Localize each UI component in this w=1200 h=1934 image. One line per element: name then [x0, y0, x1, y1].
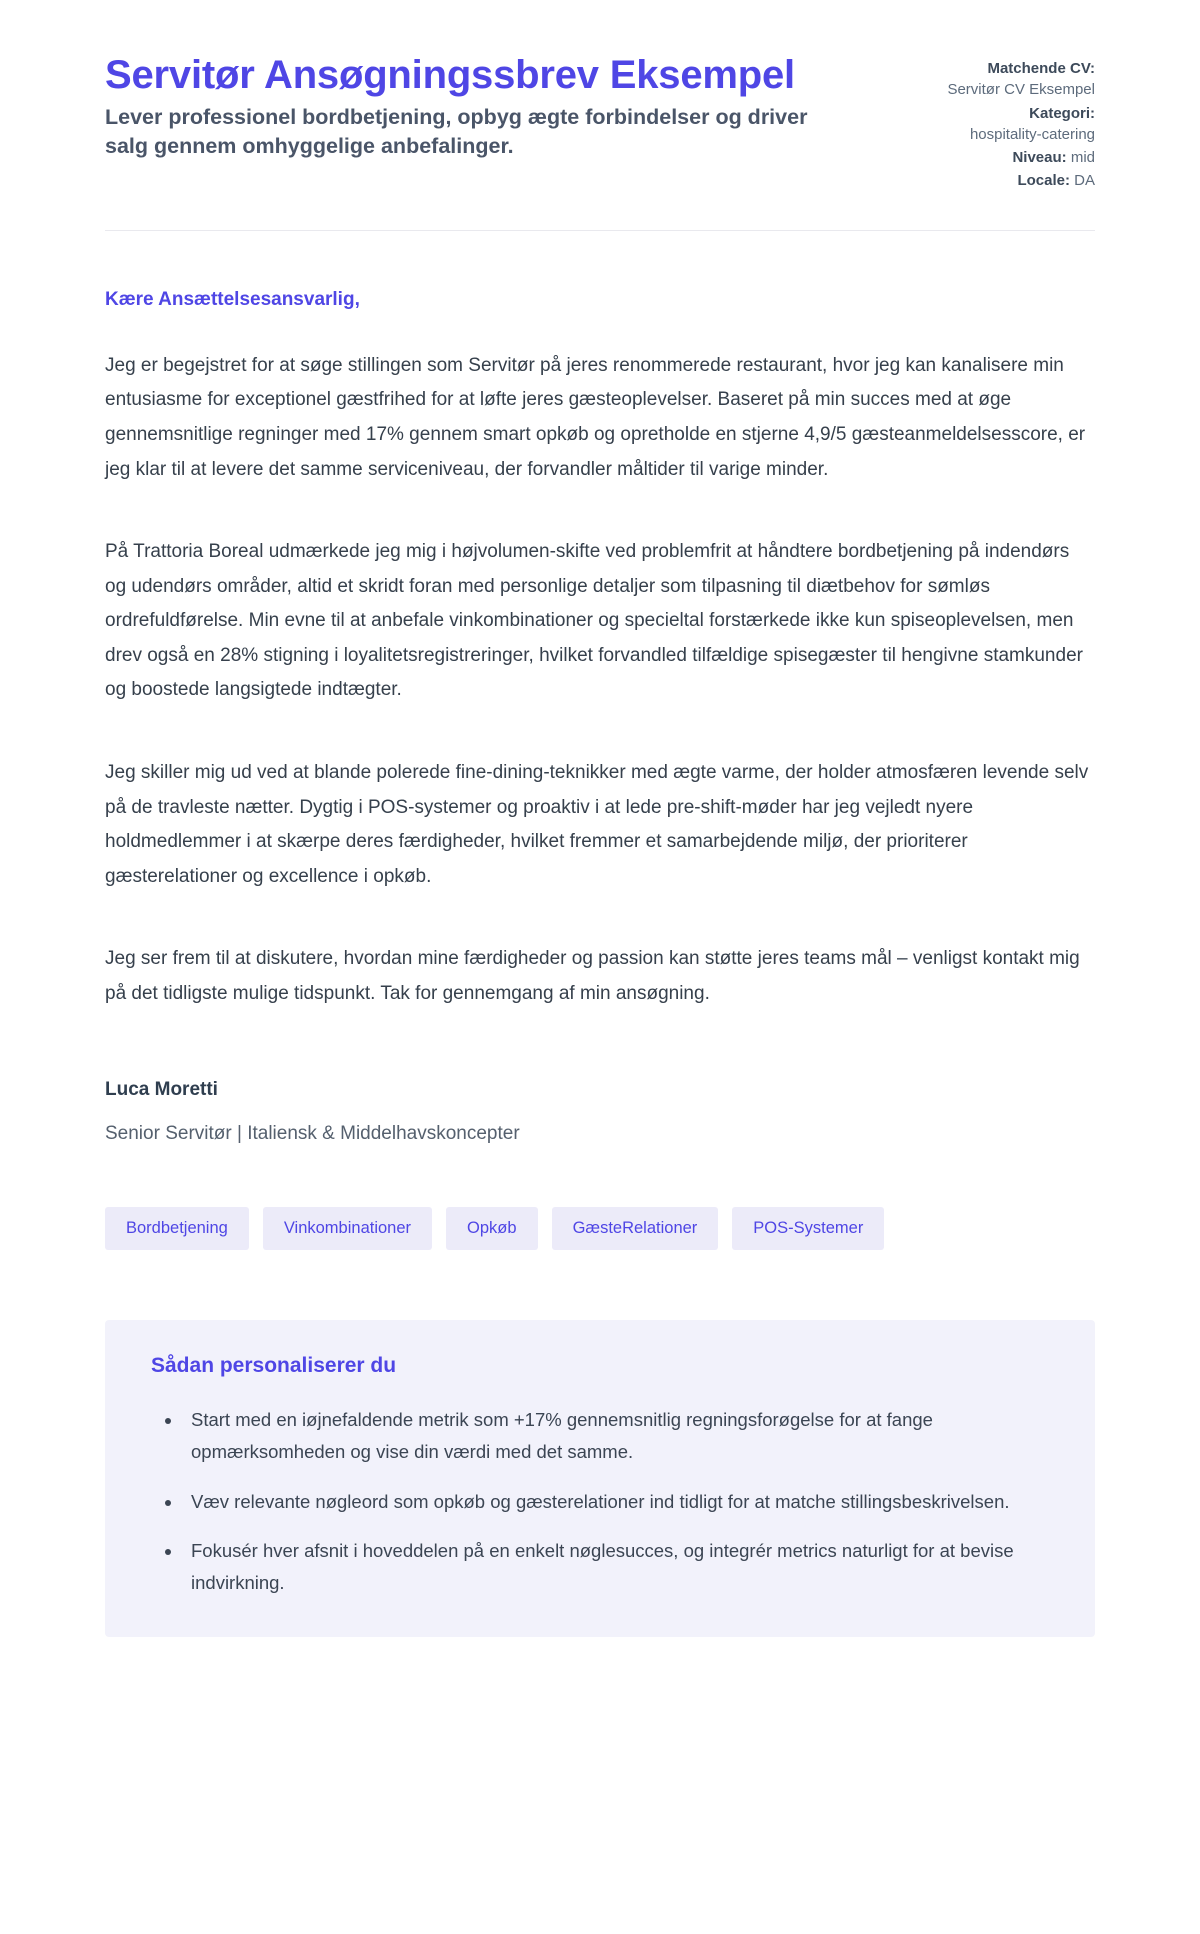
letter-paragraph: På Trattoria Boreal udmærkede jeg mig i højvolumen-skifte ved problemfrit at håndtere bordbetjening på indendørs og udendørs områder, altid et skridt foran med personlige detaljer som tilpasning til diætbehov for sømløs ordrefuldførelse. Min evne til at anbefale vinkombinationer og specieltal forstærkede ikke kun spiseoplevelsen, men drev også en 28% stigning i loyalitetsregistreringer, hvilket forvandled tilfældige spisegæster til hengivne stamkunder og boostede langsigtede indtægter. — [105, 541, 1083, 701]
letter-paragraph: Jeg er begejstret for at søge stillingen som Servitør på jeres renommerede restaurant, hvor jeg kan kanalisere min entusiasme for exceptionel gæstfrihed for at løfte jeres gæsteoplevelser. Baseret på min succes med at øge gennemsnitlige regninger med 17% gennem smart opkøb og opretholde en stjerne 4,9/5 gæsteanmeldelsesscore, er jeg klar til at levere det samme serviceniveau, der forvandler måltider til varige minder. — [105, 354, 1086, 480]
skill-tag[interactable]: POS-Systemer — [732, 1207, 884, 1250]
list-item: • Fokusér hver afsnit i hoveddelen på en enkelt nøglesucces, og integrér metrics naturligt for at bevise indvirkning. — [183, 1535, 1065, 1599]
document-metadata — [895, 52, 1095, 194]
metadata-matching-cv — [895, 58, 1095, 101]
letter-body — [105, 231, 1095, 1146]
metadata-category — [895, 103, 1095, 146]
metadata-level — [895, 147, 1095, 168]
page-subtitle: Lever professionel bordbetjening, opbyg ægte forbindelser og driver salg gennem omhyggelige anbefalinger. — [105, 105, 808, 158]
list-item: • Start med en iøjnefaldende metrik som +17% gennemsnitlig regningsforøgelse for at fange opmærksomheden og vise din værdi med det samme. — [183, 1404, 1065, 1468]
level-value: mid — [1070, 149, 1095, 167]
skill-tag[interactable]: Bordbetjening — [105, 1207, 249, 1250]
signature-role: Senior Servitør | Italiensk & Middelhavskoncepter — [105, 1123, 520, 1145]
letter-paragraph: Jeg ser frem til at diskutere, hvordan mine færdigheder og passion kan støtte jeres teams mål – venligst kontakt mig på det tidligste mulige tidspunkt. Tak for gennemgang af min ansøgning. — [105, 948, 1080, 1004]
page-title: Servitør Ansøgningssbrev Eksempel — [105, 53, 795, 97]
matching-cv-value: Servitør CV Eksempel — [947, 81, 1095, 99]
letter-paragraph: Jeg skiller mig ud ved at blande polerede fine-dining-teknikker med ægte varme, der holder atmosfæren levende selv på de travleste nætter. Dygtig i POS-systemer og proaktiv i at lede pre-shift-møder har jeg vejledt nyere holdmedlemmer i at skærpe deres færdigheder, hvilket fremmer et samarbejdende miljø, der prioriterer gæsterelationer og excellence i opkøb. — [105, 761, 1089, 887]
skill-tag-list — [105, 1207, 1095, 1250]
category-value: hospitality-catering — [969, 125, 1095, 143]
locale-value: DA — [1074, 172, 1095, 190]
personalization-tips-panel — [105, 1320, 1095, 1637]
signature-name: Luca Moretti — [105, 1079, 218, 1101]
list-item: • Væv relevante nøgleord som opkøb og gæsterelationer ind tidligt for at matche stillingsbeskrivelsen. — [183, 1486, 1065, 1518]
page-header — [105, 0, 1095, 231]
salutation: Kære Ansættelsesansvarlig, — [105, 288, 360, 310]
signature-block — [105, 1079, 1095, 1145]
tips-title: Sådan personaliserer du — [151, 1353, 397, 1377]
level-label: Niveau: — [1012, 149, 1067, 167]
skill-tag[interactable]: Opkøb — [446, 1207, 538, 1250]
skill-tag[interactable]: Vinkombinationer — [263, 1207, 432, 1250]
matching-cv-label: Matchende CV: — [987, 60, 1095, 77]
metadata-locale — [895, 170, 1095, 191]
category-label: Kategori: — [1029, 104, 1095, 122]
header-title-block — [105, 52, 825, 160]
tips-list — [135, 1404, 1065, 1599]
locale-label: Locale: — [1017, 172, 1070, 190]
skill-tag[interactable]: GæsteRelationer — [552, 1207, 719, 1250]
